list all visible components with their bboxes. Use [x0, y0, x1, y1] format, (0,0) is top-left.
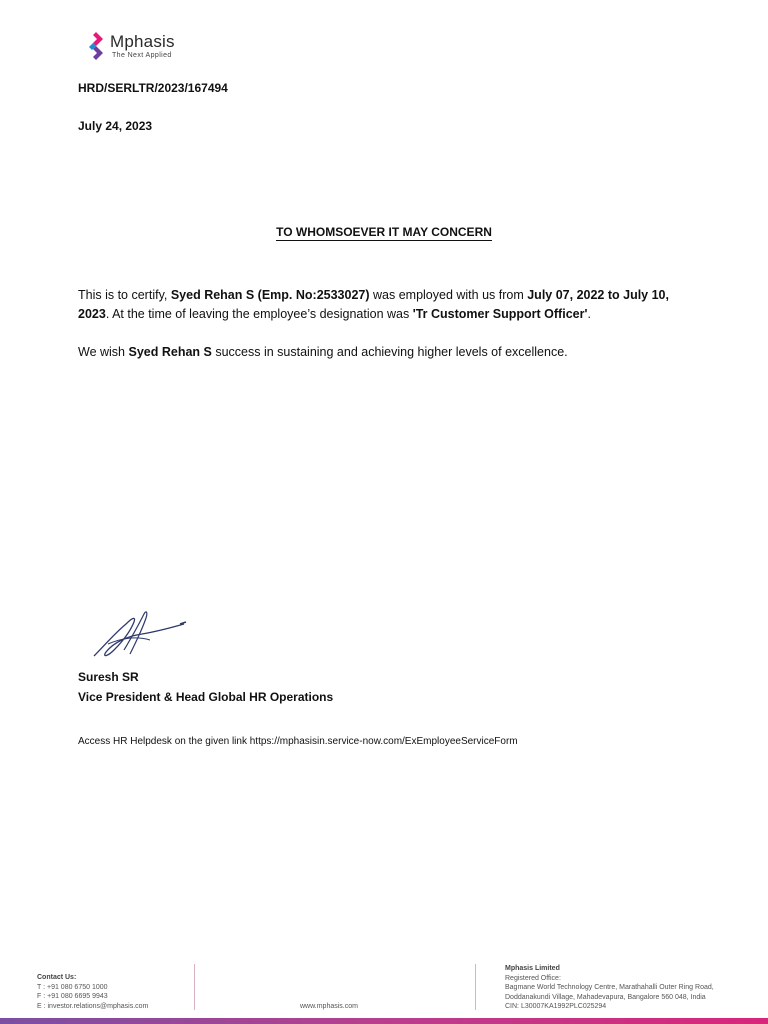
footer-address-line-2: Doddanakundi Village, Mahadevapura, Bangalore 560 048, India	[505, 993, 706, 1001]
para2-text-2: success in sustaining and achieving higher levels of excellence.	[211, 345, 568, 359]
helpdesk-link-text: Access HR Helpdesk on the given link https://mphasisin.service-now.com/ExEmployeeServiceForm	[78, 736, 518, 747]
mphasis-logo-icon	[88, 32, 108, 62]
para1-text-4: .	[587, 307, 591, 321]
page-footer	[0, 960, 768, 1024]
contact-phone: T : +91 080 6750 1000	[37, 983, 108, 991]
logo-tagline: The Next Applied	[112, 52, 172, 59]
certification-paragraph	[78, 286, 688, 324]
footer-divider-right	[475, 964, 476, 1010]
signatory-name: Suresh SR	[78, 670, 139, 684]
company-logo	[88, 30, 198, 64]
letter-date: July 24, 2023	[78, 119, 153, 133]
designation: 'Tr Customer Support Officer'	[412, 307, 588, 321]
contact-fax: F : +91 080 6695 9943	[37, 993, 108, 1000]
para1-text-2: was employed with us from	[369, 288, 528, 302]
para1-text-1: This is to certify,	[78, 288, 171, 302]
reference-number: HRD/SERLTR/2023/167494	[78, 81, 228, 95]
footer-color-bar	[0, 1018, 768, 1024]
para2-text-1: We wish	[78, 345, 129, 359]
signatory-title: Vice President & Head Global HR Operations	[78, 690, 334, 704]
footer-website: www.mphasis.com	[300, 1002, 358, 1010]
footer-company-name: Mphasis Limited	[505, 965, 560, 972]
footer-divider-left	[194, 964, 195, 1010]
letter-heading	[0, 225, 768, 239]
signature-image	[84, 606, 194, 664]
contact-heading: Contact Us:	[37, 974, 77, 981]
letter-heading-text: TO WHOMSOEVER IT MAY CONCERN	[276, 225, 492, 239]
employee-name: Syed Rehan S	[128, 345, 212, 359]
employment-period: July 07, 2022 to July 10, 2023	[78, 288, 669, 321]
footer-registered-label: Registered Office:	[505, 974, 561, 982]
para1-text-3: . At the time of leaving the employee’s designation was	[105, 307, 413, 321]
logo-wordmark: Mphasis	[110, 32, 175, 51]
contact-email: E : investor.relations@mphasis.com	[37, 1002, 149, 1010]
footer-address-line-1: Bagmane World Technology Centre, Marathahalli Outer Ring Road,	[505, 984, 714, 991]
footer-cin: CIN: L30007KA1992PLC025294	[505, 1003, 607, 1010]
wishes-paragraph	[78, 343, 688, 362]
employee-name-id: Syed Rehan S (Emp. No:2533027)	[170, 288, 370, 302]
